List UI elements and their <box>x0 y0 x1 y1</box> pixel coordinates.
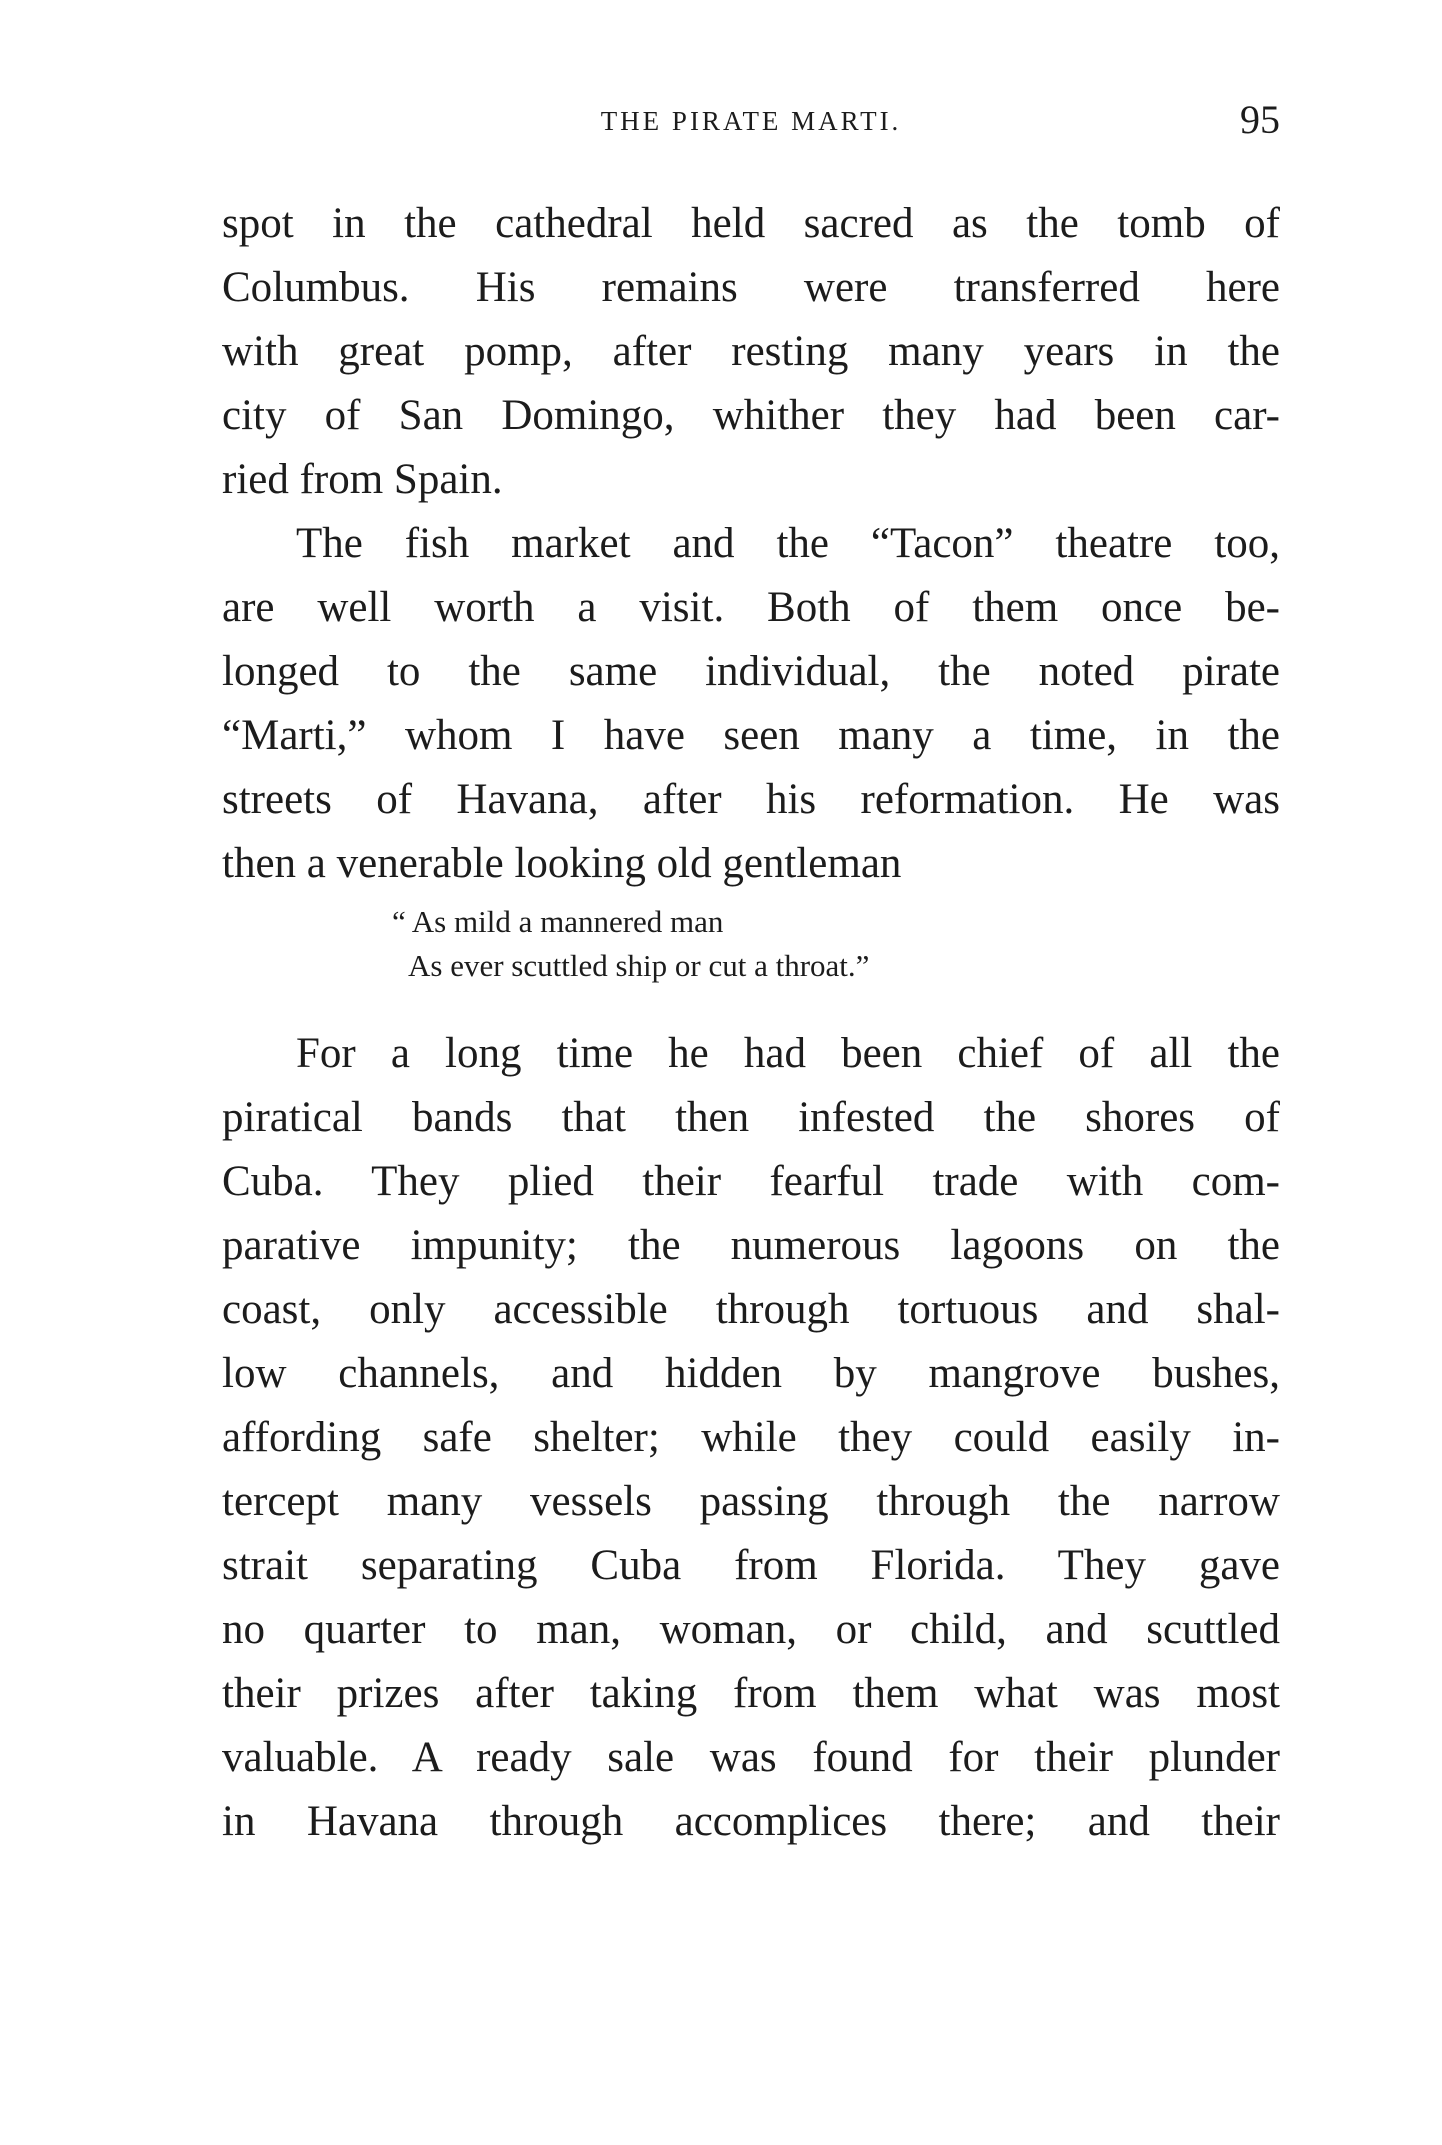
running-title: THE PIRATE MARTI. <box>600 106 902 136</box>
paragraph-3 <box>222 1022 1280 1854</box>
text-line: low channels, and hidden by mangrove bushes, <box>222 1350 1280 1397</box>
text-line: piratical bands that then infested the shores of <box>222 1094 1280 1141</box>
text-line: spot in the cathedral held sacred as the tomb of <box>222 200 1280 247</box>
page-number: 95 <box>1240 97 1280 142</box>
quote-line: As ever scuttled ship or cut a throat.” <box>408 948 870 983</box>
text-line: For a long time he had been chief of all the <box>296 1030 1280 1077</box>
text-line: city of San Domingo, whither they had been car- <box>222 392 1280 439</box>
text-line: affording safe shelter; while they could easily in- <box>222 1414 1280 1461</box>
quote-line: “ As mild a mannered man <box>392 904 724 939</box>
text-line: in Havana through accomplices there; and their <box>222 1798 1280 1845</box>
text-line: tercept many vessels passing through the narrow <box>222 1478 1280 1525</box>
text-line: are well worth a visit. Both of them once be- <box>222 584 1280 631</box>
text-line: then a venerable looking old gentleman <box>222 840 902 887</box>
text-line: valuable. A ready sale was found for their plunder <box>222 1734 1280 1781</box>
text-line: their prizes after taking from them what was most <box>222 1670 1280 1717</box>
text-line: Columbus. His remains were transferred here <box>222 264 1280 311</box>
text-line: Cuba. They plied their fearful trade with com- <box>222 1158 1280 1205</box>
text-line: no quarter to man, woman, or child, and scuttled <box>222 1606 1280 1653</box>
paragraph-2 <box>222 512 1280 896</box>
text-line: with great pomp, after resting many years in the <box>222 328 1280 375</box>
paragraph-1 <box>222 192 1280 512</box>
text-line: streets of Havana, after his reformation. He was <box>222 776 1280 823</box>
text-line: “Marti,” whom I have seen many a time, in the <box>222 712 1280 759</box>
text-line: strait separating Cuba from Florida. They gave <box>222 1542 1280 1589</box>
text-line: The fish market and the “Tacon” theatre too, <box>296 520 1280 567</box>
running-header <box>222 96 1280 156</box>
text-line: parative impunity; the numerous lagoons on the <box>222 1222 1280 1269</box>
text-line: longed to the same individual, the noted pirate <box>222 648 1280 695</box>
verse-quote <box>392 900 1280 988</box>
text-line: coast, only accessible through tortuous and shal- <box>222 1286 1280 1333</box>
text-line: ried from Spain. <box>222 456 503 503</box>
body-text <box>222 192 1280 1854</box>
